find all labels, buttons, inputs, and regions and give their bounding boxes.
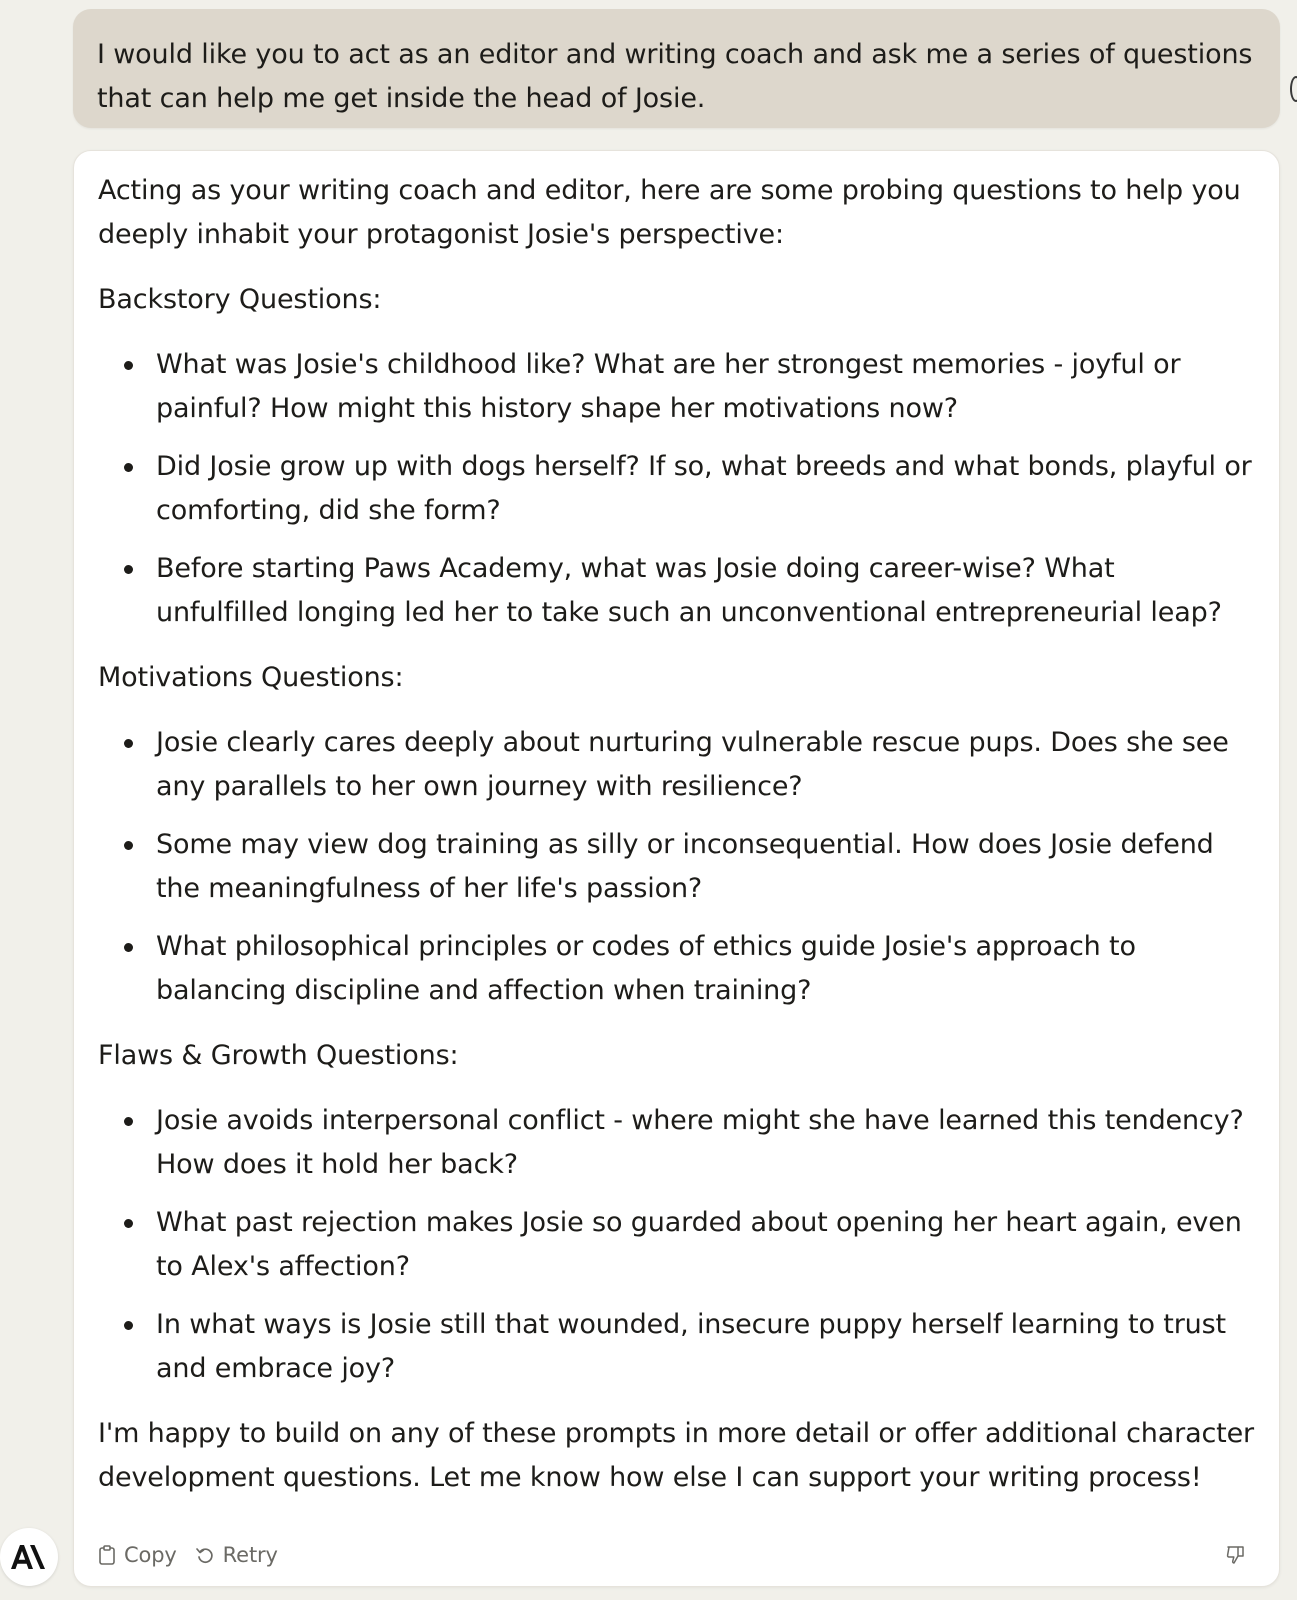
list-item: Some may view dog training as silly or inconsequential. How does Josie defend the meaningfulness of her life's passion? [156, 823, 1255, 911]
list-item: What past rejection makes Josie so guarded about opening her heart again, even to Alex's affection? [156, 1201, 1255, 1289]
thumbs-down-icon [1225, 1544, 1247, 1566]
retry-label: Retry [222, 1543, 278, 1567]
list-item: In what ways is Josie still that wounded, insecure puppy herself learning to trust and embrace joy? [156, 1303, 1255, 1391]
question-list-flaws-growth [98, 1099, 1255, 1391]
list-item: Did Josie grow up with dogs herself? If so, what breeds and what bonds, playful or comforting, did she form? [156, 445, 1255, 533]
section-title-motivations: Motivations Questions: [98, 662, 404, 693]
list-item: Josie avoids interpersonal conflict - where might she have learned this tendency? How does it hold her back? [156, 1099, 1255, 1187]
list-item: What was Josie's childhood like? What are her strongest memories - joyful or painful? How might this history shape her motivations now? [156, 343, 1255, 431]
list-item: Josie clearly cares deeply about nurturing vulnerable rescue pups. Does she see any parallels to her own journey with resilience? [156, 721, 1255, 809]
response-intro: Acting as your writing coach and editor, here are some probing questions to help you deeply inhabit your protagonist Josie's perspective: [98, 175, 1241, 250]
question-list-backstory [98, 343, 1255, 635]
response-closing: I'm happy to build on any of these prompts in more detail or offer additional character development questions. Let me know how else I can support your writing process! [98, 1418, 1255, 1493]
clipboard-icon [98, 1545, 116, 1565]
question-list-motivations [98, 721, 1255, 1013]
user-message-bubble [73, 9, 1280, 128]
response-actions-bar [98, 1538, 1255, 1572]
list-item: Before starting Paws Academy, what was Josie doing career-wise? What unfulfilled longing led her to take such an unconventional entrepreneurial leap? [156, 547, 1255, 635]
retry-icon [195, 1545, 215, 1565]
section-title-flaws-growth: Flaws & Growth Questions: [98, 1040, 459, 1071]
copy-button[interactable] [98, 1533, 177, 1577]
edge-partial-icon [1290, 76, 1297, 102]
anthropic-logo [0, 1528, 58, 1586]
retry-button[interactable] [195, 1533, 278, 1577]
section-title-backstory: Backstory Questions: [98, 284, 382, 315]
assistant-response-card [73, 150, 1280, 1587]
anthropic-logo-mark [10, 1544, 48, 1570]
user-message-text: I would like you to act as an editor and writing coach and ask me a series of questions that can help me get inside the head of Josie. [97, 39, 1253, 114]
copy-label: Copy [124, 1543, 177, 1567]
logo-text: A\ [10, 1544, 12, 1545]
thumbs-down-button[interactable] [1225, 1544, 1255, 1566]
list-item: What philosophical principles or codes of ethics guide Josie's approach to balancing discipline and affection when training? [156, 925, 1255, 1013]
